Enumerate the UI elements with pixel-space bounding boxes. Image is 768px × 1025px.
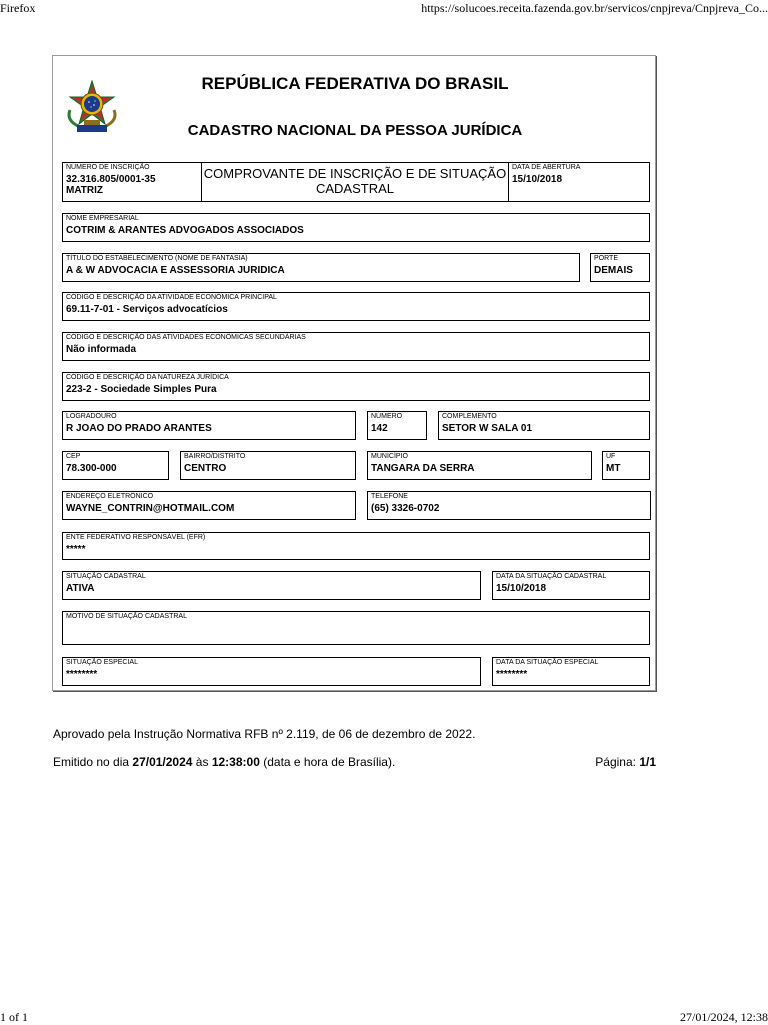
field-value: 78.300-000	[66, 463, 117, 474]
field-value: ATIVA	[66, 583, 95, 594]
field-label: ENDEREÇO ELETRÔNICO	[66, 493, 154, 500]
field-label: TELEFONE	[371, 493, 408, 500]
field-value: DEMAIS	[594, 265, 633, 276]
field-label: CÓDIGO E DESCRIÇÃO DAS ATIVIDADES ECONÔMICAS SECUNDÁRIAS	[66, 334, 306, 341]
field-data-situacao-especial	[492, 657, 650, 686]
pagina-label: Página:	[595, 755, 636, 769]
field-label: PORTE	[594, 255, 618, 262]
field-email	[62, 491, 356, 520]
field-bairro	[180, 451, 356, 480]
field-value: ********	[496, 669, 528, 680]
field-atividades-secundarias	[62, 332, 650, 361]
page-url[interactable]: https://solucoes.receita.fazenda.gov.br/servicos/cnpjreva/Cnpjreva_Co...	[421, 1, 768, 15]
field-nome-empresarial	[62, 213, 650, 242]
field-value: 15/10/2018	[496, 583, 547, 594]
field-value: 15/10/2018	[512, 174, 563, 185]
field-cep	[62, 451, 169, 480]
field-natureza-juridica	[62, 372, 650, 401]
field-value: SETOR W SALA 01	[442, 423, 533, 434]
approval-note: Aprovado pela Instrução Normativa RFB nº 2.119, de 06 de dezembro de 2022.	[53, 727, 476, 741]
field-telefone	[367, 491, 651, 520]
page-count: 1 of 1	[0, 1010, 28, 1024]
cnpj-document	[52, 55, 656, 691]
field-label: SITUAÇÃO ESPECIAL	[66, 659, 138, 666]
field-data-situacao	[492, 571, 650, 600]
field-atividade-principal	[62, 292, 650, 321]
emitido-mid: às	[195, 755, 209, 769]
page-indicator	[595, 755, 656, 769]
field-label: MUNICÍPIO	[371, 453, 408, 460]
field-numero	[367, 411, 427, 440]
field-value: WAYNE_CONTRIN@HOTMAIL.COM	[66, 503, 235, 514]
emission-info	[53, 755, 395, 769]
field-label: DATA DA SITUAÇÃO ESPECIAL	[496, 659, 599, 666]
field-value: 223-2 - Sociedade Simples Pura	[66, 384, 217, 395]
field-value: ********	[66, 669, 98, 680]
emitido-time: 12:38:00	[211, 755, 260, 769]
emitido-date: 27/01/2024	[132, 755, 193, 769]
field-label: NÚMERO	[371, 413, 403, 420]
field-value: 69.11-7-01 - Serviços advocatícios	[66, 304, 228, 315]
field-inscricao	[62, 162, 202, 202]
field-label: NOME EMPRESARIAL	[66, 215, 139, 222]
field-uf	[602, 451, 650, 480]
field-value: (65) 3326-0702	[371, 503, 440, 514]
field-value: Não informada	[66, 344, 137, 355]
pagina-value: 1/1	[639, 755, 656, 769]
field-label: BAIRRO/DISTRITO	[184, 453, 246, 460]
comprovante-title	[202, 166, 508, 196]
field-label: CÓDIGO E DESCRIÇÃO DA NATUREZA JURÍDICA	[66, 374, 229, 381]
field-complemento	[438, 411, 650, 440]
field-value: CENTRO	[184, 463, 227, 474]
field-situacao-cadastral	[62, 571, 481, 600]
field-label: TÍTULO DO ESTABELECIMENTO (NOME DE FANTASIA)	[66, 255, 248, 262]
emitido-prefix: Emitido no dia	[53, 755, 130, 769]
print-datetime: 27/01/2024, 12:38	[679, 1010, 768, 1024]
field-label: NÚMERO DE INSCRIÇÃO	[66, 164, 150, 171]
field-label: DATA DA SITUAÇÃO CADASTRAL	[496, 573, 607, 580]
field-value: *****	[66, 544, 86, 555]
field-value: TANGARA DA SERRA	[371, 463, 475, 474]
field-porte	[590, 253, 650, 282]
emitido-suffix: (data e hora de Brasília).	[263, 755, 396, 769]
field-label: DATA DE ABERTURA	[512, 164, 581, 171]
browser-app-name: Firefox	[0, 1, 36, 15]
field-label: CÓDIGO E DESCRIÇÃO DA ATIVIDADE ECONÔMICA PRINCIPAL	[66, 294, 277, 301]
document-subtitle: CADASTRO NACIONAL DA PESSOA JURÍDICA	[187, 122, 523, 139]
field-label: UF	[606, 453, 616, 460]
field-abertura	[508, 162, 650, 202]
field-value: 142	[371, 423, 388, 434]
field-municipio	[367, 451, 592, 480]
comprovante-line2: CADASTRAL	[315, 181, 395, 196]
field-label: ENTE FEDERATIVO RESPONSÁVEL (EFR)	[66, 534, 206, 541]
field-value: A & W ADVOCACIA E ASSESSORIA JURIDICA	[66, 265, 285, 276]
field-value: MT	[606, 463, 621, 474]
field-value-secondary: MATRIZ	[66, 185, 104, 196]
field-value: R JOAO DO PRADO ARANTES	[66, 423, 212, 434]
field-efr	[62, 532, 650, 560]
field-value: 32.316.805/0001-35	[66, 174, 156, 185]
document-title: REPÚBLICA FEDERATIVA DO BRASIL	[201, 74, 509, 93]
field-fantasia	[62, 253, 580, 282]
comprovante-line1: COMPROVANTE DE INSCRIÇÃO E DE SITUAÇÃO	[203, 166, 507, 181]
field-logradouro	[62, 411, 356, 440]
field-label: CEP	[66, 453, 81, 460]
field-motivo-situacao	[62, 611, 650, 645]
field-label: SITUAÇÃO CADASTRAL	[66, 573, 146, 580]
field-label: COMPLEMENTO	[442, 413, 497, 420]
field-value: COTRIM & ARANTES ADVOGADOS ASSOCIADOS	[66, 225, 304, 236]
field-comprovante	[201, 162, 509, 202]
field-situacao-especial	[62, 657, 481, 686]
field-label: LOGRADOURO	[66, 413, 117, 420]
field-label: MOTIVO DE SITUAÇÃO CADASTRAL	[66, 613, 187, 620]
